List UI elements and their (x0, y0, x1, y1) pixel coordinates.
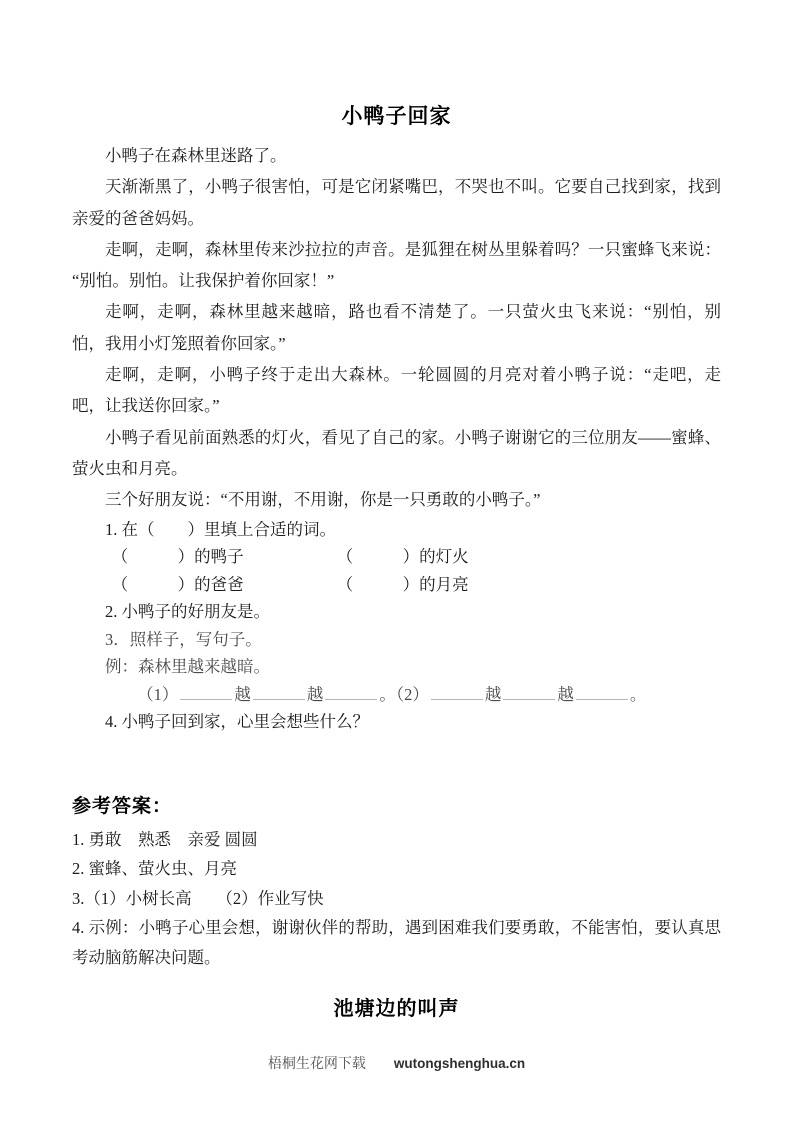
answers-heading: 参考答案： (72, 795, 173, 817)
article-paragraph: 走啊，走啊，森林里越来越暗，路也看不清楚了。一只萤火虫飞来说：“别怕，别怕，我用小灯笼照着你回家。” (72, 302, 721, 353)
article-title: 小鸭子回家 (341, 105, 452, 128)
fill-period: 。 (629, 684, 647, 704)
fill-connector: 越 (306, 684, 324, 704)
fill-period: 。 (379, 684, 396, 704)
article-paragraph: 走啊，走啊，森林里传来沙拉拉的声音。是狐狸在树丛里躲着吗？一只蜜蜂飞来说：“别怕。别怕。让我保护着你回家！” (72, 239, 721, 291)
question-3-fill-line (72, 681, 721, 709)
blank-phrase: （ ）的爸爸 (111, 574, 244, 594)
next-article-title: 池塘边的叫声 (333, 998, 460, 1021)
question-1-blank-row (72, 543, 721, 571)
answers-section (72, 794, 721, 973)
article-paragraph: 天渐渐黑了，小鸭子很害怕，可是它闭紧嘴巴，不哭也不叫。它要自己找到家，找到亲爱的爸爸妈妈。 (72, 177, 721, 228)
blank-underline (325, 685, 377, 700)
answer-item: 3.（1）小树长高 （2）作业写快 (72, 888, 324, 908)
question-2-label: 2. 小鸭子的好朋友是。 (105, 602, 270, 622)
blank-underline (253, 685, 305, 700)
blank-underline (576, 685, 628, 700)
fill-connector: 越 (484, 684, 502, 704)
blank-phrase: （ ）的灯火 (336, 547, 469, 567)
article-body (72, 140, 721, 516)
blank-underline (431, 685, 483, 700)
blank-phrase: （ ）的鸭子 (111, 547, 244, 567)
question-1-blank-row (72, 571, 721, 599)
article-paragraph: 小鸭子看见前面熟悉的灯火，看见了自己的家。小鸭子谢谢它的三位朋友——蜜蜂、萤火虫和月亮。 (72, 427, 721, 478)
blank-underline (503, 685, 555, 700)
article-paragraph: 三个好朋友说：“不用谢，不用谢，你是一只勇敢的小鸭子。” (105, 490, 541, 510)
question-3-example: 例：森林里越来越暗。 (105, 657, 270, 677)
page-footer (72, 1053, 721, 1073)
blank-phrase: （ ）的月亮 (336, 574, 469, 594)
answer-item: 2. 蜜蜂、萤火虫、月亮 (72, 859, 237, 879)
answer-item: 4. 示例：小鸭子心里会想，谢谢伙伴的帮助，遇到困难我们要勇敢，不能害怕，要认真思考动脑筋解决问题。 (72, 918, 721, 967)
article-paragraph: 小鸭子在森林里迷路了。 (105, 146, 287, 165)
footer-site-url: wutongshenghua.cn (393, 1056, 526, 1072)
questions-section (72, 516, 721, 736)
fill-connector: 越 (557, 684, 574, 704)
blank-underline (180, 685, 232, 700)
answer-item: 1. 勇敢 熟悉 亲爱 圆圆 (72, 829, 258, 849)
fill-item-number: （1） (137, 684, 179, 704)
footer-site-name: 梧桐生花网下载 (267, 1057, 366, 1073)
article-paragraph: 走啊，走啊，小鸭子终于走出大森林。一轮圆圆的月亮对着小鸭子说：“走吧，走吧，让我送你回家。” (72, 365, 721, 416)
question-4-label: 4. 小鸭子回到家，心里会想些什么？ (105, 712, 369, 732)
fill-item-number: （2） (395, 684, 429, 704)
question-1-label: 1. 在（ ）里填上合适的词。 (105, 519, 336, 539)
fill-connector: 越 (234, 684, 251, 704)
question-3-label: 3．照样子，写句子。 (105, 629, 262, 649)
